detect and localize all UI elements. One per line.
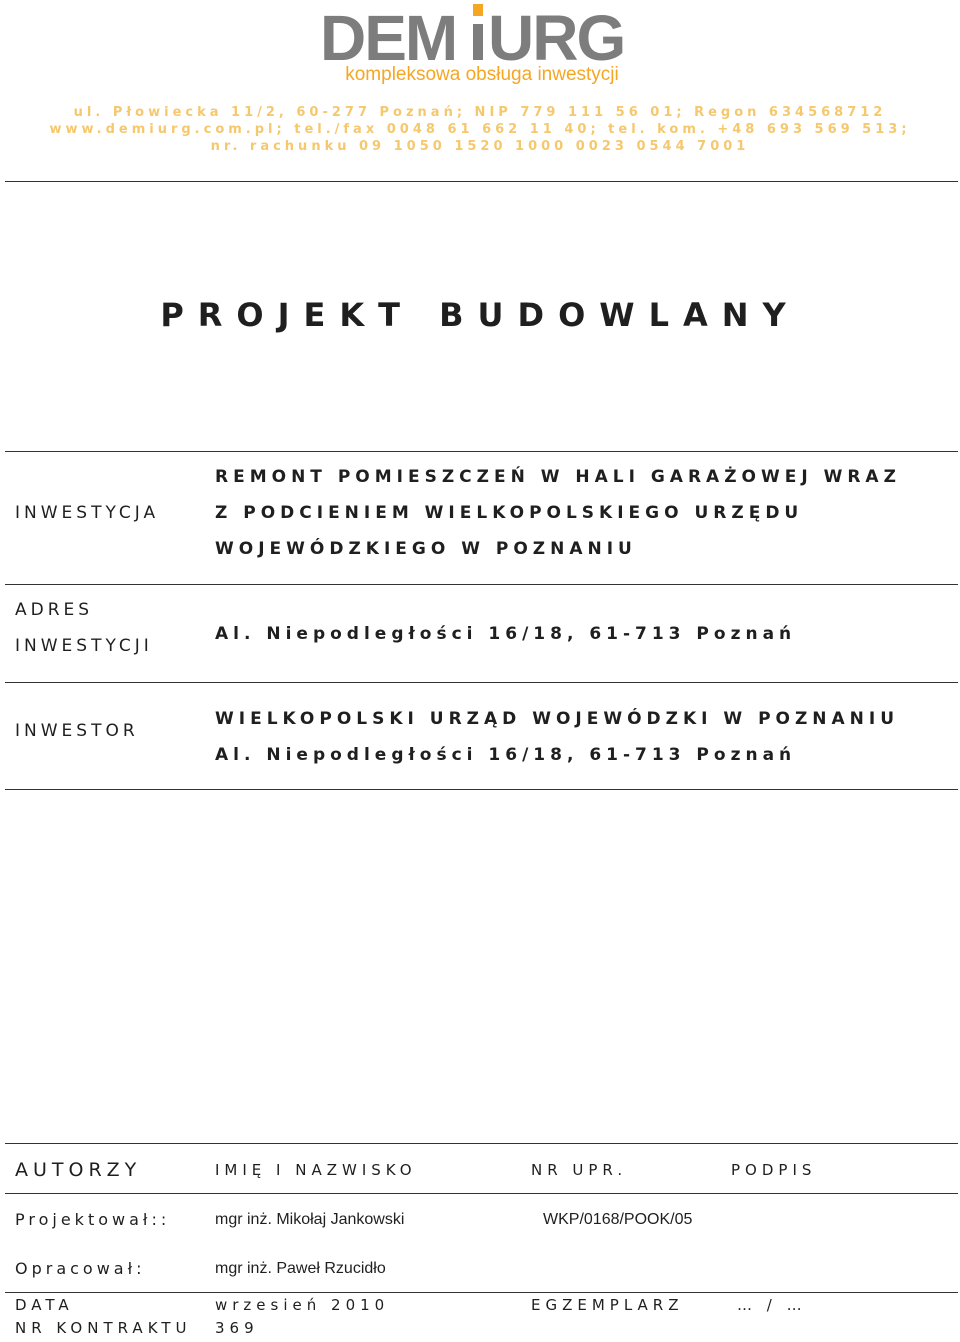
logo-wordmark	[318, 2, 648, 66]
address-label-line-2: INWESTYCJI	[15, 636, 153, 656]
contract-value: 369	[215, 1319, 259, 1337]
designer-license: WKP/0168/POOK/05	[543, 1211, 693, 1228]
investment-line-1: REMONT POMIESZCZEŃ W HALI GARAŻOWEJ WRAZ	[215, 467, 901, 487]
date-value: wrzesień 2010	[215, 1296, 390, 1314]
divider	[5, 181, 958, 182]
logo-i-stem	[473, 24, 483, 60]
preparer-role: Opracował:	[15, 1259, 146, 1278]
divider	[5, 1193, 958, 1194]
designer-name: mgr inż. Mikołaj Jankowski	[215, 1211, 405, 1228]
copy-label: EGZEMPLARZ	[531, 1296, 684, 1314]
contact-phone-line: www.demiurg.com.pl; tel./fax 0048 61 662 11 40; tel. kom. +48 693 569 513;	[49, 122, 911, 137]
investor-label: INWESTOR	[15, 721, 139, 741]
designer-role: Projektował::	[15, 1210, 171, 1229]
copy-value: … / …	[737, 1296, 807, 1314]
name-column-header: IMIĘ I NAZWISKO	[215, 1161, 417, 1179]
investment-label: INWESTYCJA	[15, 503, 160, 523]
authors-header: AUTORZY	[15, 1159, 142, 1181]
contact-address-line: ul. Płowiecka 11/2, 60-277 Poznań; NIP 779 111 56 01; Regon 634568712	[73, 105, 887, 120]
document-title: PROJEKT BUDOWLANY	[160, 296, 800, 334]
svg-text:DEM: DEM	[320, 2, 457, 66]
company-logo	[0, 0, 960, 100]
address-label-line-1: ADRES	[15, 600, 94, 620]
contract-label: NR KONTRAKTU	[15, 1319, 192, 1337]
logo-i-dot	[473, 4, 483, 16]
divider	[5, 1143, 958, 1144]
divider	[5, 451, 958, 452]
investment-line-2: Z PODCIENIEM WIELKOPOLSKIEGO URZĘDU	[215, 503, 804, 523]
signature-column-header: PODPIS	[731, 1161, 817, 1179]
logo-tagline: kompleksowa obsługa inwestycji	[345, 64, 619, 85]
address-value: Al. Niepodległości 16/18, 61-713 Poznań	[215, 624, 797, 644]
divider	[5, 789, 958, 790]
divider	[5, 584, 958, 585]
investor-name: WIELKOPOLSKI URZĄD WOJEWÓDZKI W POZNANIU	[215, 709, 900, 729]
svg-text:URG: URG	[488, 2, 625, 66]
contact-bank-line: nr. rachunku 09 1050 1520 1000 0023 0544 7001	[210, 139, 750, 154]
divider	[5, 1292, 958, 1293]
license-column-header: NR UPR.	[531, 1161, 628, 1179]
divider	[5, 682, 958, 683]
date-label: DATA	[15, 1296, 74, 1314]
investor-address: Al. Niepodległości 16/18, 61-713 Poznań	[215, 745, 797, 765]
preparer-name: mgr inż. Paweł Rzucidło	[215, 1260, 386, 1277]
investment-line-3: WOJEWÓDZKIEGO W POZNANIU	[215, 539, 637, 559]
